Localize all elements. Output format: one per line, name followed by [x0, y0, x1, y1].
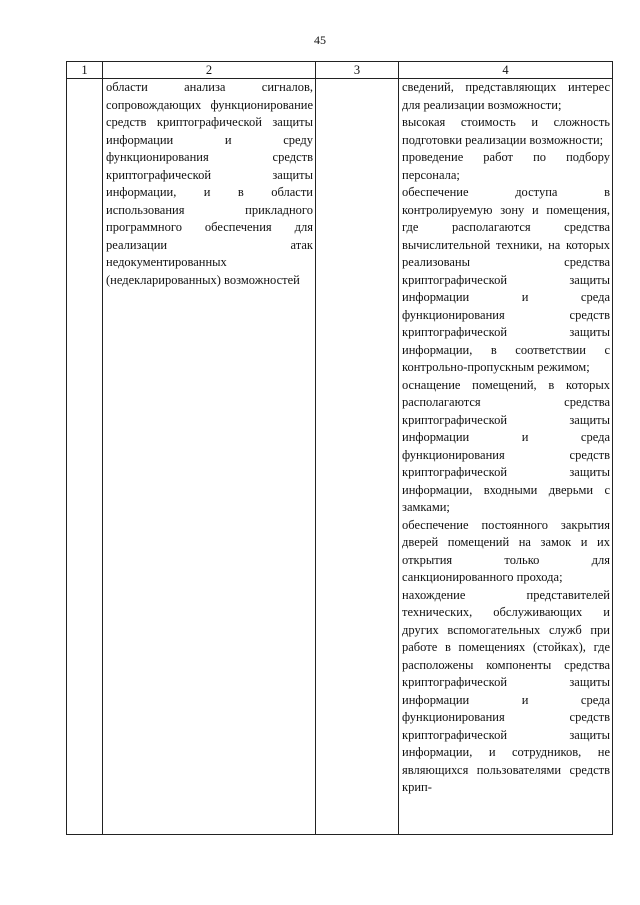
column-header-1: 1: [67, 62, 103, 79]
document-table: [66, 61, 613, 835]
measure-item: оснащение помещений, в которых располагаются средства криптографической защиты информации и среда функционирования средств криптографической защиты информации, входными дверьми с замками;: [402, 377, 610, 514]
measure-item: обеспечение доступа в контролируемую зону и помещения, где располагаются средства вычислительной техники, на которых реализованы средства криптографической защиты информации и среда функционирования средств криптографической защиты информации, в соответствии с контрольно-пропускным режимом;: [402, 185, 610, 374]
cell-col-1: [67, 79, 103, 835]
measure-item: обеспечение постоянного закрытия дверей помещений на замок и их открытия только для санкционированного прохода;: [402, 517, 610, 584]
measure-item: сведений, представляющих интерес для реализации возможности;: [402, 80, 610, 112]
column-header-3: 3: [316, 62, 399, 79]
measure-item: нахождение представителей технических, обслуживающих и других вспомогательных служб при работе в помещениях (стойках), где расположены компоненты средства криптографической защиты информации и среда функционирования средств криптографической защиты информации, и сотрудников, не являющихся пользователями средств крип-: [402, 587, 610, 794]
table-header-row: [67, 62, 613, 79]
cell-col-2: области анализа сигналов, сопровождающих функционирование средств криптографической защиты информации и среду функционирования средств криптографической защиты информации, и в области использования прикладного программного обеспечения для реализации атак недокументированных (недекларированных) возможностей: [103, 79, 316, 835]
measure-item: высокая стоимость и сложность подготовки реализации возможности;: [402, 115, 610, 147]
table-row: [67, 79, 613, 835]
cell-col-4: [399, 79, 613, 835]
cell-col-3: [316, 79, 399, 835]
measure-item: проведение работ по подбору персонала;: [402, 150, 610, 182]
column-header-4: 4: [399, 62, 613, 79]
column-header-2: 2: [103, 62, 316, 79]
page-number: 45: [314, 33, 326, 47]
